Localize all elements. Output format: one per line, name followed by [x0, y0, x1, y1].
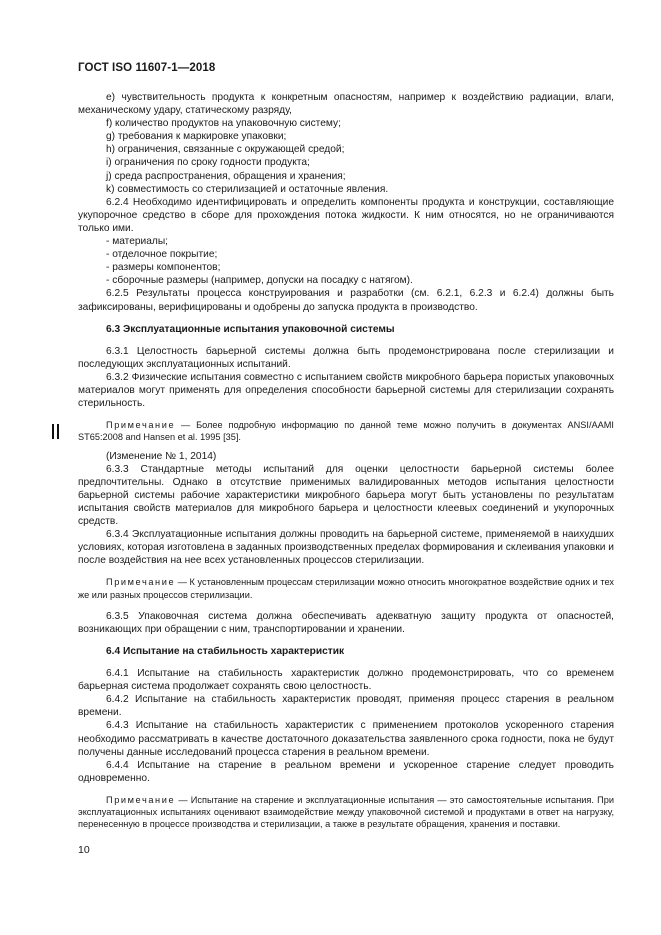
paragraph-6-4-2: 6.4.2 Испытание на стабильность характеристик проводят, применяя процесс старения в реальном времени.	[78, 694, 614, 719]
note-3	[78, 794, 614, 831]
list-item-k: k) совместимость со стерилизацией и остаточные явления.	[106, 183, 389, 195]
paragraph-6-4-4: 6.4.4 Испытание на старение в реальном времени и ускоренное старение следует проводить одновременно.	[78, 759, 614, 784]
list-item-f: f) количество продуктов на упаковочную систему;	[106, 118, 341, 130]
list-item-j: j) среда распространения, обращения и хранения;	[106, 170, 346, 182]
paragraph-6-3-5: 6.3.5 Упаковочная система должна обеспечивать адекватную защиту продукта от опасностей, возникающих при обращении с ним, транспортировании и хранении.	[78, 610, 614, 635]
paragraph-6-4-1: 6.4.1 Испытание на стабильность характеристик должно продемонстрировать, что со временем барьерная система продолжает сохранять свою целостность.	[78, 668, 614, 693]
paragraph-6-3-3: 6.3.3 Стандартные методы испытаний для оценки целостности барьерной системы более предпочтительны. Однако в отсутствие применимых валидированных методов испытания целостности барьерной системы рабочие характеристики микробного барьера могут быть установлены по результатам испытания свойств материалов для микробного барьера и целостности клеевых соединений и укупорочных средств.	[78, 463, 614, 528]
note-label: Примечание	[106, 420, 176, 431]
paragraph-6-4-3: 6.4.3 Испытание на стабильность характеристик с применением протоколов ускоренного старения необходимо рассматривать в качестве достаточного доказательства заявленного срока годности, пока не будут получены данные исследований процесса старения в реальном времени.	[78, 720, 614, 758]
dash-item: - размеры компонентов;	[106, 262, 221, 274]
dash-item: - материалы;	[106, 236, 169, 248]
page-header: ГОСТ ISO 11607-1—2018	[78, 62, 216, 74]
note-label: Примечание	[106, 794, 176, 805]
paragraph-6-3-2: 6.3.2 Физические испытания совместно с испытанием свойств микробного барьера пористых упаковочных материалов могут применять для определения способности барьерной системы для стерилизации сохранять стерильность.	[78, 371, 614, 410]
list-item-i: i) ограничения по сроку годности продукта;	[106, 157, 310, 169]
page-number: 10	[78, 844, 90, 856]
note-text: — Испытание на старение и эксплуатационные испытания — это самостоятельные испытания. При эксплуатационных испытаниях оценивают взаимодействие между упаковочной системой и продуктами в ответ на нагрузку, перенесенную в процессе производства и стерилизации, а также в результате обращения, хранения и поставки.	[78, 794, 614, 830]
note-label: Примечание	[106, 577, 176, 588]
section-heading-6-4: 6.4 Испытание на стабильность характеристик	[106, 646, 345, 657]
paragraph-6-3-4: 6.3.4 Эксплуатационные испытания должны проводить на барьерной системе, применяемой в наихудших условиях, которая изготовлена в заданных производственных пределах формирования и склеивания упаковки и после воздействия на нее всех установленных процессов стерилизации.	[78, 529, 614, 567]
paragraph-6-2-4: 6.2.4 Необходимо идентифицировать и определить компоненты продукта и конструкции, составляющие укупорочное средство в сборе для прохождения потока жидкости. К ним относятся, но не ограничиваются только ими.	[78, 196, 614, 234]
note-2	[78, 576, 614, 600]
paragraph-6-2-5: 6.2.5 Результаты процесса конструирования и разработки (см. 6.2.1, 6.2.3 и 6.2.4) должны быть зафиксированы, верифицированы и одобрены до запуска продукта в производство.	[78, 288, 614, 313]
note-text: — Более подробную информацию по данной теме можно получить в документах ANSI/AAMI ST65:2008 and Hansen et al. 1995 [35].	[78, 420, 614, 443]
list-item-e: е) чувствительность продукта к конкретным опасностям, например к воздействию радиации, влаги, механическому удару, статическому разряду,	[78, 92, 614, 117]
dash-item: - отделочное покрытие;	[106, 249, 218, 261]
document-body	[78, 91, 614, 831]
change-note: (Изменение № 1, 2014)	[106, 450, 217, 462]
list-item-h: h) ограничения, связанные с окружающей средой;	[106, 144, 345, 156]
change-bar	[52, 424, 54, 439]
note-1	[78, 419, 614, 443]
list-item-g: g) требования к маркировке упаковки;	[106, 131, 287, 143]
change-bar	[57, 424, 59, 439]
dash-item: - сборочные размеры (например, допуски на посадку с натягом).	[106, 275, 413, 287]
section-heading-6-3: 6.3 Эксплуатационные испытания упаковочной системы	[106, 323, 395, 335]
paragraph-6-3-1: 6.3.1 Целостность барьерной системы должна быть продемонстрирована после стерилизации и последующих эксплуатационных испытаний.	[78, 345, 614, 370]
note-text: — К установленным процессам стерилизации можно относить многократное воздействие одних и тех же или разных процессов стерилизации.	[78, 577, 614, 600]
